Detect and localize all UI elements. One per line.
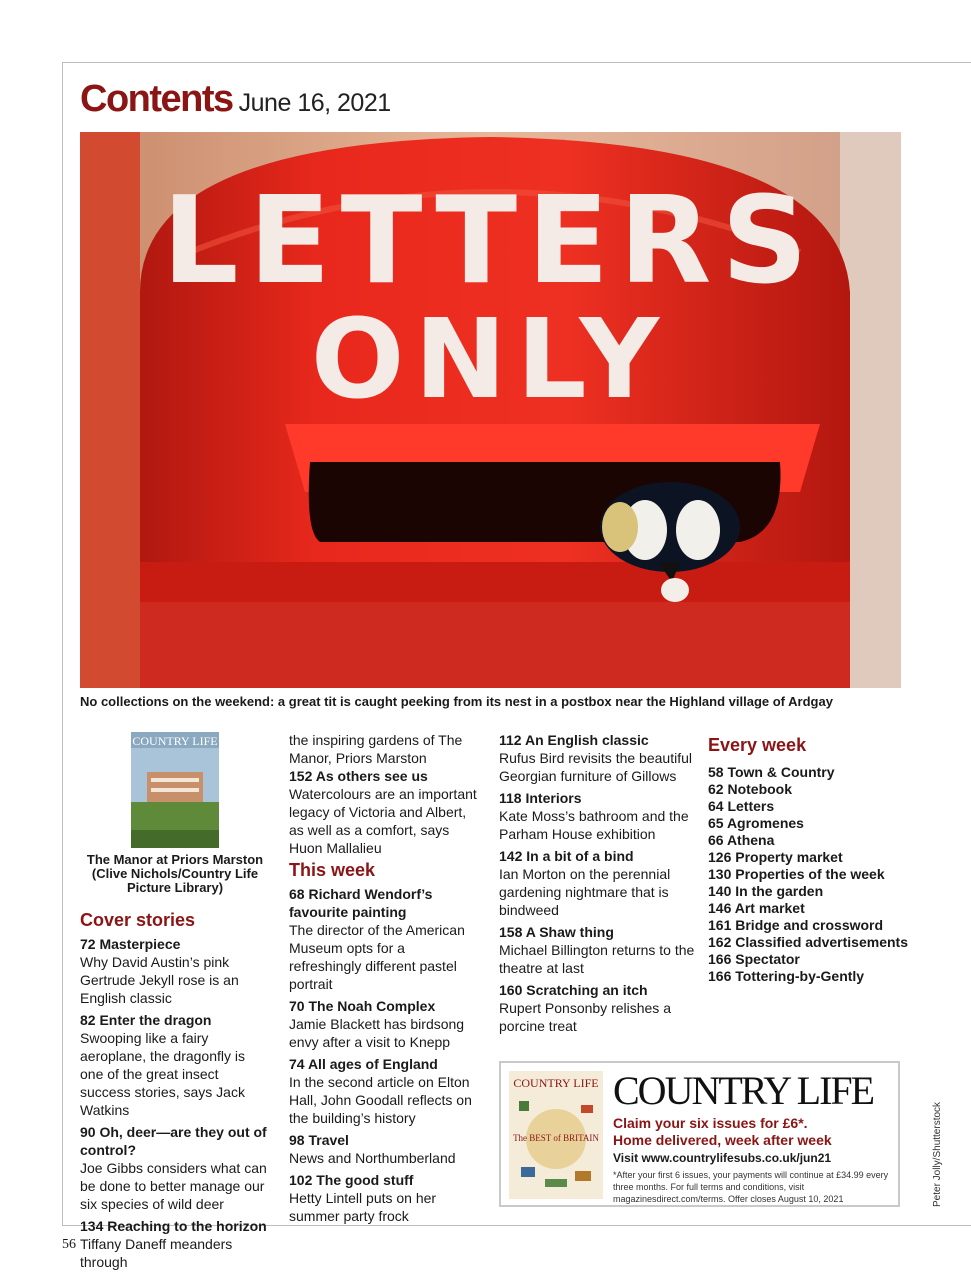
every-week-item[interactable]: 161 Bridge and crossword bbox=[708, 917, 884, 933]
item-title: 118 Interiors bbox=[499, 790, 582, 806]
every-week-item[interactable]: 162 Classified advertisements bbox=[708, 934, 908, 950]
photo-credit: Peter Jolly/Shutterstock bbox=[932, 1101, 943, 1207]
ad-terms: *After your first 6 issues, your payments will continue at £34.99 every three months. For full terms and conditions, visit magazinesdirect.com/terms. Offer closes August 10, 2021 bbox=[613, 1170, 889, 1204]
cover-thumbnail bbox=[131, 732, 219, 848]
ad-logo: COUNTRY LIFE bbox=[613, 1068, 874, 1113]
ad-thumb-masthead: COUNTRY LIFE bbox=[513, 1076, 599, 1090]
item-title: 142 In a bit of a bind bbox=[499, 848, 634, 864]
item-desc: Swooping like a fairy aeroplane, the dragonfly is one of the great insect success stories, says Jack Watkins bbox=[80, 1030, 245, 1118]
ad-offer: Claim your six issues for £6*. bbox=[613, 1115, 808, 1131]
every-week-item[interactable]: 166 Spectator bbox=[708, 951, 800, 967]
contents-item[interactable] bbox=[499, 923, 695, 977]
item-title: 158 A Shaw thing bbox=[499, 924, 614, 940]
item-desc: News and Northumberland bbox=[289, 1150, 456, 1166]
every-week-item[interactable]: 166 Tottering-by-Gently bbox=[708, 968, 865, 984]
hero-photo bbox=[80, 132, 901, 688]
every-week-item[interactable]: 64 Letters bbox=[708, 798, 775, 814]
item-title: 72 Masterpiece bbox=[80, 936, 181, 952]
item-desc: Jamie Blackett has birdsong envy after a visit to Knepp bbox=[289, 1016, 465, 1050]
item-title: 82 Enter the dragon bbox=[80, 1012, 212, 1028]
item-desc: Watercolours are an important legacy of Victoria and Albert, as well as a comfort, says Huon Mallalieu bbox=[289, 786, 477, 856]
contents-item[interactable] bbox=[499, 981, 695, 1035]
cover-caption bbox=[80, 853, 270, 895]
item-desc: Kate Moss’s bathroom and the Parham House exhibition bbox=[499, 808, 689, 842]
contents-item[interactable] bbox=[289, 1131, 481, 1167]
item-desc: Hetty Lintell puts on her summer party frock bbox=[289, 1190, 437, 1224]
item-desc: Rufus Bird revisits the beautiful Georgian furniture of Gillows bbox=[499, 750, 692, 784]
photo-caption: No collections on the weekend: a great tit is caught peeking from its nest in a postbox near the Highland village of Ardgay bbox=[80, 694, 833, 709]
every-week-item[interactable]: 140 In the garden bbox=[708, 883, 824, 899]
ad-url-link[interactable]: Visit www.countrylifesubs.co.uk/jun21 bbox=[613, 1151, 832, 1165]
cover-stories-column bbox=[80, 909, 270, 1275]
item-title: 160 Scratching an itch bbox=[499, 982, 648, 998]
ad-thumb-title: The BEST of BRITAIN bbox=[513, 1133, 599, 1143]
this-week-heading: This week bbox=[289, 860, 376, 880]
every-week-list bbox=[708, 764, 908, 985]
item-title: 102 The good stuff bbox=[289, 1172, 414, 1188]
continued-text: the inspiring gardens of The Manor, Priors Marston bbox=[289, 732, 463, 766]
ad-magazine-thumbnail bbox=[509, 1071, 603, 1199]
item-title: 98 Travel bbox=[289, 1132, 349, 1148]
sign-letters: LETTERS bbox=[162, 172, 818, 311]
item-desc: Tiffany Daneff meanders through bbox=[80, 1236, 233, 1270]
every-week-item[interactable]: 62 Notebook bbox=[708, 781, 793, 797]
page-number: 56 bbox=[62, 1237, 76, 1252]
contents-item[interactable] bbox=[80, 1123, 270, 1213]
item-title: 152 As others see us bbox=[289, 768, 428, 784]
contents-item[interactable] bbox=[289, 885, 481, 993]
item-desc: Why David Austin’s pink Gertrude Jekyll rose is an English classic bbox=[80, 954, 239, 1006]
column-three bbox=[499, 731, 695, 1039]
item-desc: The director of the American Museum opts for a refreshingly different pastel portrait bbox=[289, 922, 465, 992]
item-title: 90 Oh, deer—are they out of control? bbox=[80, 1124, 267, 1158]
contents-item[interactable] bbox=[80, 935, 270, 1007]
every-week-item[interactable]: 66 Athena bbox=[708, 832, 775, 848]
item-title: 134 Reaching to the horizon bbox=[80, 1218, 267, 1234]
contents-item[interactable] bbox=[499, 847, 695, 919]
every-week-section bbox=[708, 733, 908, 985]
sign-only: ONLY bbox=[310, 295, 670, 423]
cover-masthead: COUNTRY LIFE bbox=[132, 734, 218, 748]
item-desc: Joe Gibbs considers what can be done to better manage our six species of wild deer bbox=[80, 1160, 267, 1212]
item-desc: In the second article on Elton Hall, John Goodall reflects on the building’s history bbox=[289, 1074, 472, 1126]
item-title: 112 An English classic bbox=[499, 732, 649, 748]
every-week-item[interactable]: 65 Agromenes bbox=[708, 815, 804, 831]
contents-item[interactable] bbox=[289, 1055, 481, 1127]
contents-item[interactable] bbox=[289, 1171, 481, 1225]
every-week-item[interactable]: 146 Art market bbox=[708, 900, 805, 916]
contents-item[interactable] bbox=[499, 731, 695, 785]
page-heading bbox=[80, 78, 391, 121]
page-title: Contents bbox=[80, 78, 233, 120]
cover-caption-line: (Clive Nichols/Country Life bbox=[91, 866, 259, 881]
cover-caption-line: The Manor at Priors Marston bbox=[86, 852, 264, 867]
every-week-heading: Every week bbox=[708, 735, 807, 755]
contents-item[interactable] bbox=[80, 1011, 270, 1119]
every-week-item[interactable]: 130 Properties of the week bbox=[708, 866, 885, 882]
item-title: 70 The Noah Complex bbox=[289, 998, 436, 1014]
every-week-item[interactable]: 126 Property market bbox=[708, 849, 843, 865]
item-desc: Ian Morton on the perennial gardening nightmare that is bindweed bbox=[499, 866, 671, 918]
ad-delivery: Home delivered, week after week bbox=[613, 1132, 832, 1148]
cover-stories-heading: Cover stories bbox=[80, 910, 196, 930]
item-title: 74 All ages of England bbox=[289, 1056, 438, 1072]
contents-item[interactable] bbox=[80, 1217, 270, 1271]
item-desc: Michael Billington returns to the theatre at last bbox=[499, 942, 695, 976]
item-title: 68 Richard Wendorf’s favourite painting bbox=[289, 886, 433, 920]
subscription-ad[interactable] bbox=[499, 1061, 900, 1207]
item-desc: Rupert Ponsonby relishes a porcine treat bbox=[499, 1000, 671, 1034]
every-week-item[interactable]: 58 Town & Country bbox=[708, 764, 835, 780]
column-two bbox=[289, 731, 481, 1229]
cover-caption-line: Picture Library) bbox=[126, 880, 224, 895]
contents-item[interactable] bbox=[289, 767, 481, 857]
contents-item[interactable] bbox=[289, 997, 481, 1051]
issue-date: June 16, 2021 bbox=[238, 89, 391, 117]
contents-item[interactable] bbox=[499, 789, 695, 843]
